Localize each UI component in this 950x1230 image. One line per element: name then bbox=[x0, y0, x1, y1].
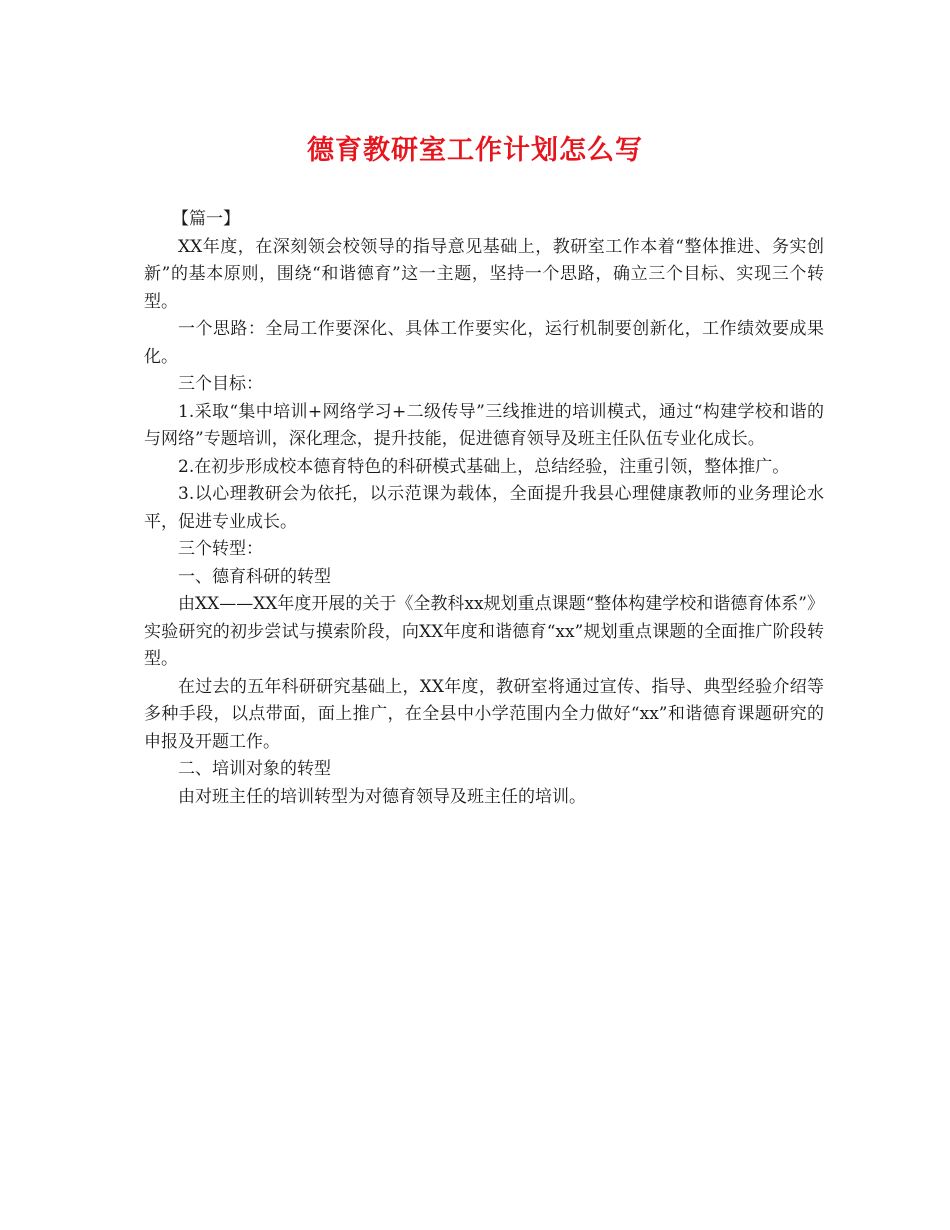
document-body bbox=[144, 206, 824, 811]
paragraph-three-transformations-heading: 三个转型： bbox=[178, 539, 263, 559]
paragraph-transformation-2-heading: 二、培训对象的转型 bbox=[178, 759, 331, 779]
section-label-part-one: 【篇一】 bbox=[172, 209, 240, 229]
paragraph-three-goals-heading: 三个目标： bbox=[178, 374, 263, 394]
paragraph-intro: XX年度，在深刻领会校领导的指导意见基础上，教研室工作本着“整体推进、务实创新”的基本原则，围绕“和谐德育”这一主题，坚持一个思路，确立三个目标、实现三个转型。 bbox=[144, 236, 824, 312]
paragraph-goal-1: 1.采取“集中培训+网络学习+二级传导”三线推进的培训模式，通过“构建学校和谐的与网络”专题培训，深化理念，提升技能，促进德育领导及班主任队伍专业化成长。 bbox=[144, 401, 824, 449]
paragraph-transformation-2-body: 由对班主任的培训转型为对德育领导及班主任的培训。 bbox=[178, 786, 586, 807]
paragraph-goal-3: 3.以心理教研会为依托，以示范课为载体，全面提升我县心理健康教师的业务理论水平，促进专业成长。 bbox=[144, 484, 824, 532]
paragraph-goal-2: 2.在初步形成校本德育特色的科研模式基础上，总结经验，注重引领，整体推广。 bbox=[178, 456, 790, 477]
paragraph-transformation-1-body-a: 由XX——XX年度开展的关于《全教科xx规划重点课题“整体构建学校和谐德育体系”》实验研究的初步尝试与摸索阶段，向XX年度和谐德育“xx”规划重点课题的全面推广阶段转型。 bbox=[144, 594, 824, 669]
paragraph-transformation-1-body-b: 在过去的五年科研研究基础上，XX年度，教研室将通过宣传、指导、典型经验介绍等多种手段，以点带面，面上推广，在全县中小学范围内全力做好“xx”和谐德育课题研究的申报及开题工作。 bbox=[144, 676, 824, 752]
paragraph-one-approach: 一个思路：全局工作要深化、具体工作要实化，运行机制要创新化，工作绩效要成果化。 bbox=[144, 319, 824, 367]
paragraph-transformation-1-heading: 一、德育科研的转型 bbox=[178, 566, 331, 587]
document-title: 德育教研室工作计划怎么写 bbox=[307, 135, 643, 166]
